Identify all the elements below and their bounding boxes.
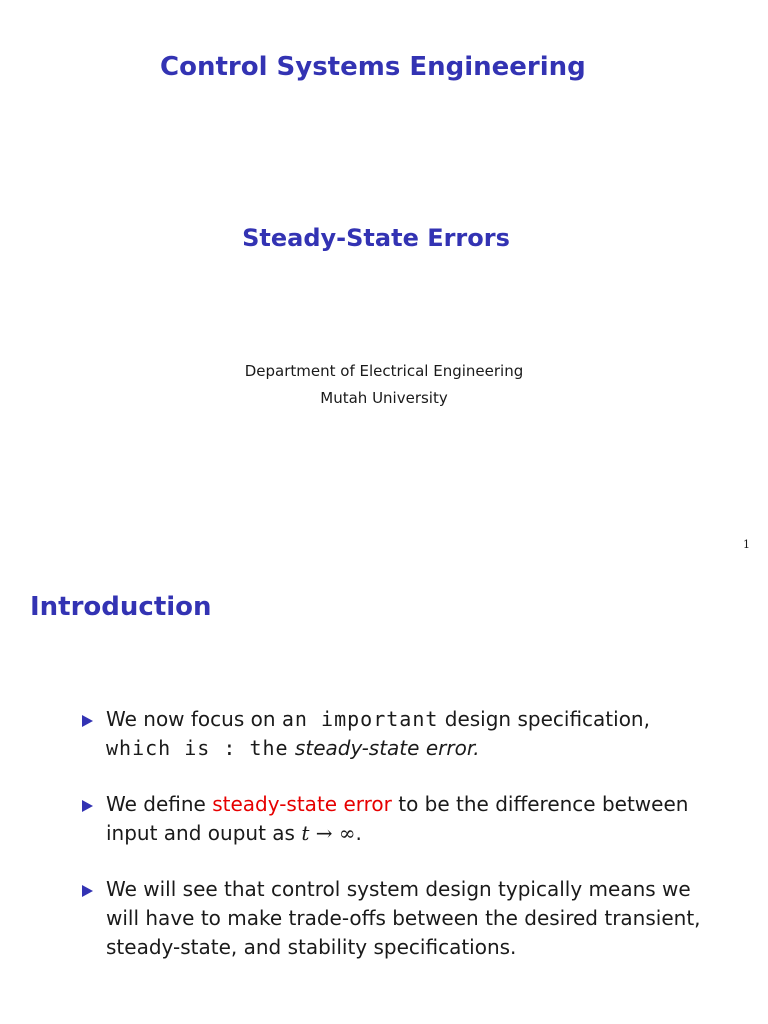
bullet2-math-t: t [301, 821, 310, 845]
page-number: 1 [743, 538, 750, 551]
presentation-subtitle: Steady-State Errors [242, 224, 510, 252]
university-name: Mutah University [320, 389, 448, 407]
bullet-item-focus [80, 705, 720, 763]
triangle-bullet-icon [82, 800, 93, 812]
bullet1-text-d: design specification, [438, 707, 650, 731]
presentation-title: Control Systems Engineering [160, 52, 586, 82]
bullet-item-tradeoffs [80, 875, 720, 962]
frame-title: Introduction [30, 592, 212, 622]
bullet1-text-f: steady-state [288, 736, 420, 760]
bullet-list [80, 705, 720, 989]
bullet2-math-arrow: → ∞ [309, 821, 356, 845]
bullet2-text-b: to be the difference between input and ouput as [106, 792, 689, 845]
bullet-item-define [80, 790, 720, 848]
bullet1-text-c: important [307, 707, 439, 731]
triangle-bullet-icon [82, 715, 93, 727]
bullet2-highlight: steady-state error [212, 792, 392, 816]
bullet1-text-e: which is : the [106, 736, 289, 760]
introduction-slide [0, 565, 768, 1024]
bullet2-text-c: . [355, 821, 362, 845]
bullet3-text: We will see that control system design typically means we will have to make trade-offs between the desired transient, steady-state, and stability specifications. [106, 877, 701, 959]
triangle-bullet-icon [82, 885, 93, 897]
department-name: Department of Electrical Engineering [244, 362, 524, 380]
bullet1-text-a: We now focus on [106, 707, 282, 731]
bullet1-text-b: an [281, 707, 308, 731]
bullet1-text-g: error. [419, 736, 480, 760]
bullet2-text-a: We define [106, 792, 213, 816]
